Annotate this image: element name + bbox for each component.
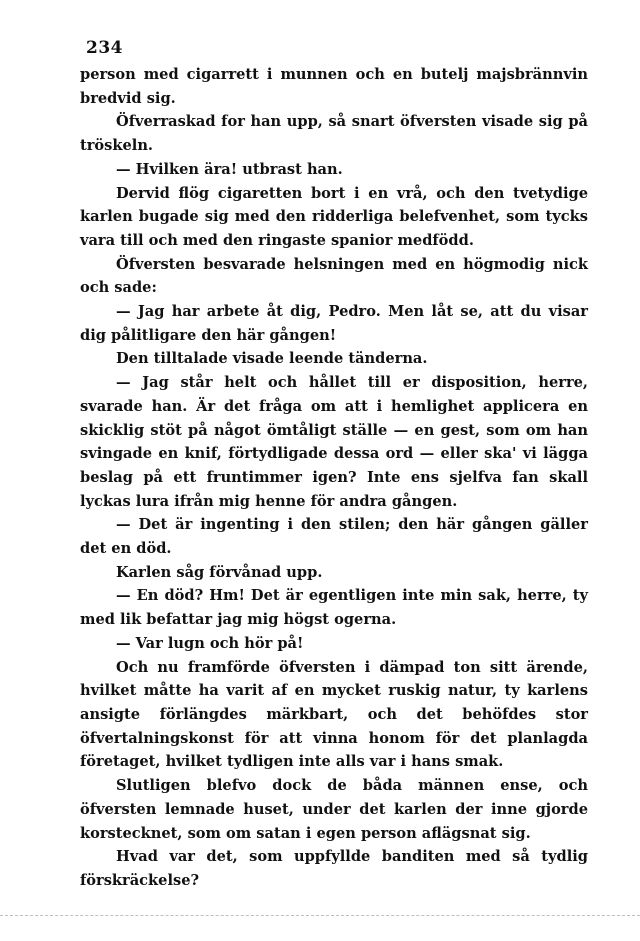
page-bottom-rule [0,915,640,916]
paragraph: — Jag har arbete åt dig, Pedro. Men låt se, att du visar dig pålitligare den här gången! [80,303,588,344]
paragraph: person med cigarrett i munnen och en butelj majsbrännvin bredvid sig. [80,66,588,107]
paragraph: Den tilltalade visade leende tänderna. [116,350,428,368]
paragraph: Hvad var det, som uppfyllde banditen med så tydlig förskräckelse? [80,848,588,889]
paragraph: Dervid flög cigaretten bort i en vrå, och den tvetydige karlen bugade sig med den ridderliga belefvenhet, som tycks vara till och med den ringaste spanior medfödd. [80,184,588,249]
paragraph: — Var lugn och hör på! [116,634,304,652]
paragraph: — Det är ingenting i den stilen; den här gången gäller det en död. [80,516,588,558]
paragraph: Öfversten besvarade helsningen med en högmodig nick och sade: [80,255,588,297]
paragraph: — En död? Hm! Det är egentligen inte min sak, herre, ty med lik befattar jag mig högst ogerna. [80,587,588,629]
paragraph: — Hvilken ära! utbrast han. [116,160,343,178]
paragraph: Karlen såg förvånad upp. [116,563,323,581]
paragraph: Och nu framförde öfversten i dämpad ton sitt ärende, hvilket måtte ha varit af en mycket ruskig natur, ty karlens ansigte förlängdes märkbart, och det behöfdes stor öfvertalningskonst för att vinna honom för det planlagda företaget, hvilket tydligen inte alls var i hans smak. [80,658,588,771]
paragraph: Öfverraskad for han upp, så snart öfversten visade sig på tröskeln. [80,113,588,155]
paragraph: Slutligen blefvo dock de båda männen ense, och öfversten lemnade huset, under det karlen der inne gjorde korstecknet, som om satan i egen person aflägsnat sig. [80,777,588,842]
paragraph: — Jag står helt och hållet till er disposition, herre, svarade han. Är det fråga om att i hemlighet applicera en skicklig stöt på något ömtåligt ställe — en gest, som om han svingade en knif, förtydligade dessa ord — eller ska' vi lägga beslag på ett fruntimmer igen? Inte ens sjelfva fan skall lyckas lura ifrån mig henne för andra gången. [80,374,588,510]
page-number: 234 [86,38,123,58]
page-body [80,63,588,893]
